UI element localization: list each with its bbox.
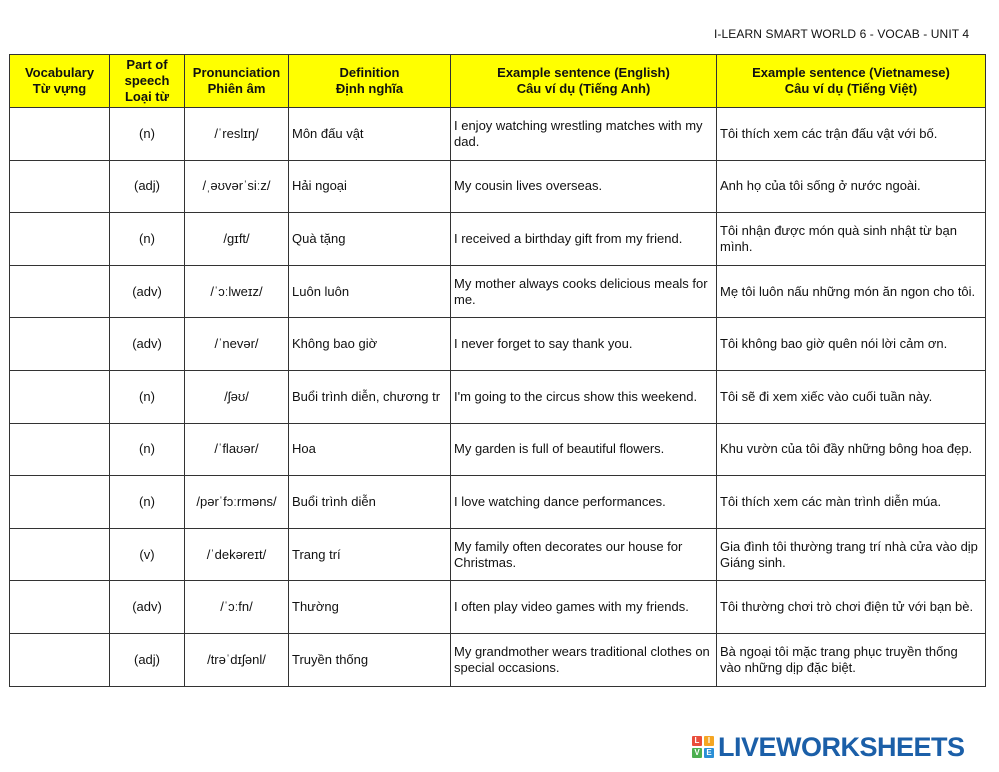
part-of-speech-cell: (n) — [110, 423, 185, 476]
table-row — [10, 213, 986, 266]
example-english-cell: My family often decorates our house for Christmas. — [451, 528, 717, 581]
vocabulary-answer-cell[interactable] — [10, 370, 110, 423]
definition-cell: Môn đấu vật — [289, 108, 451, 161]
vocabulary-answer-input[interactable] — [13, 481, 107, 523]
vocabulary-table-body — [10, 108, 986, 687]
table-row — [10, 476, 986, 529]
document-title: I-LEARN SMART WORLD 6 - VOCAB - UNIT 4 — [714, 27, 970, 41]
pronunciation-cell: /trəˈdɪʃənl/ — [185, 633, 289, 686]
pronunciation-cell: /ʃəʊ/ — [185, 370, 289, 423]
example-vietnamese-cell: Tôi nhận được món quà sinh nhật từ bạn mình. — [717, 213, 986, 266]
header-definition: Definition Định nghĩa — [289, 55, 451, 108]
vocabulary-table — [9, 54, 986, 687]
definition-cell: Quà tặng — [289, 213, 451, 266]
example-vietnamese-cell: Gia đình tôi thường trang trí nhà cửa vào dịp Giáng sinh. — [717, 528, 986, 581]
definition-cell: Truyền thống — [289, 633, 451, 686]
vocabulary-answer-cell[interactable] — [10, 108, 110, 161]
vocabulary-answer-cell[interactable] — [10, 318, 110, 371]
vocabulary-answer-input[interactable] — [13, 376, 107, 418]
vocabulary-answer-input[interactable] — [13, 323, 107, 365]
header-vocabulary: Vocabulary Từ vựng — [10, 55, 110, 108]
definition-cell: Luôn luôn — [289, 265, 451, 318]
table-row — [10, 528, 986, 581]
table-row — [10, 370, 986, 423]
liveworksheets-logo — [692, 734, 965, 760]
part-of-speech-cell: (adv) — [110, 581, 185, 634]
header-example-vietnamese: Example sentence (Vietnamese) Câu ví dụ (Tiếng Việt) — [717, 55, 986, 108]
part-of-speech-cell: (adj) — [110, 633, 185, 686]
part-of-speech-cell: (n) — [110, 370, 185, 423]
logo-letter-tile: V — [692, 748, 702, 758]
table-row — [10, 318, 986, 371]
pronunciation-cell: /ɡɪft/ — [185, 213, 289, 266]
example-vietnamese-cell: Tôi sẽ đi xem xiếc vào cuối tuần này. — [717, 370, 986, 423]
vocabulary-answer-input[interactable] — [13, 271, 107, 313]
pronunciation-cell: /ˈflaʊər/ — [185, 423, 289, 476]
definition-cell: Hoa — [289, 423, 451, 476]
definition-cell: Hải ngoại — [289, 160, 451, 213]
table-header-row — [10, 55, 986, 108]
part-of-speech-cell: (n) — [110, 213, 185, 266]
table-row — [10, 633, 986, 686]
definition-cell: Không bao giờ — [289, 318, 451, 371]
vocabulary-answer-cell[interactable] — [10, 633, 110, 686]
vocabulary-answer-input[interactable] — [13, 586, 107, 628]
logo-letter-tile: I — [704, 736, 714, 746]
table-row — [10, 160, 986, 213]
example-english-cell: I often play video games with my friends. — [451, 581, 717, 634]
header-part-of-speech: Part of speech Loại từ — [110, 55, 185, 108]
example-english-cell: I never forget to say thank you. — [451, 318, 717, 371]
definition-cell: Thường — [289, 581, 451, 634]
header-example-english: Example sentence (English) Câu ví dụ (Tiếng Anh) — [451, 55, 717, 108]
part-of-speech-cell: (adv) — [110, 265, 185, 318]
vocabulary-answer-cell[interactable] — [10, 423, 110, 476]
vocabulary-answer-input[interactable] — [13, 428, 107, 470]
example-vietnamese-cell: Tôi thích xem các màn trình diễn múa. — [717, 476, 986, 529]
table-row — [10, 108, 986, 161]
example-vietnamese-cell: Tôi không bao giờ quên nói lời cảm ơn. — [717, 318, 986, 371]
example-vietnamese-cell: Tôi thường chơi trò chơi điện tử với bạn bè. — [717, 581, 986, 634]
example-english-cell: I enjoy watching wrestling matches with my dad. — [451, 108, 717, 161]
definition-cell: Trang trí — [289, 528, 451, 581]
pronunciation-cell: /pərˈfɔːrməns/ — [185, 476, 289, 529]
vocabulary-answer-input[interactable] — [13, 113, 107, 155]
example-vietnamese-cell: Anh họ của tôi sống ở nước ngoài. — [717, 160, 986, 213]
part-of-speech-cell: (v) — [110, 528, 185, 581]
example-english-cell: I love watching dance performances. — [451, 476, 717, 529]
vocabulary-answer-cell[interactable] — [10, 581, 110, 634]
liveworksheets-logo-text: LIVEWORKSHEETS — [718, 732, 965, 762]
logo-letter-tile: L — [692, 736, 702, 746]
example-english-cell: I'm going to the circus show this weekend. — [451, 370, 717, 423]
table-row — [10, 265, 986, 318]
example-vietnamese-cell: Mẹ tôi luôn nấu những món ăn ngon cho tôi. — [717, 265, 986, 318]
vocabulary-answer-input[interactable] — [13, 534, 107, 576]
pronunciation-cell: /ˈnevər/ — [185, 318, 289, 371]
vocabulary-answer-cell[interactable] — [10, 265, 110, 318]
example-vietnamese-cell: Tôi thích xem các trận đấu vật với bố. — [717, 108, 986, 161]
pronunciation-cell: /ˈdekəreɪt/ — [185, 528, 289, 581]
definition-cell: Buổi trình diễn — [289, 476, 451, 529]
part-of-speech-cell: (adv) — [110, 318, 185, 371]
table-row — [10, 581, 986, 634]
part-of-speech-cell: (n) — [110, 476, 185, 529]
example-english-cell: I received a birthday gift from my friend. — [451, 213, 717, 266]
pronunciation-cell: /ˈɔːlweɪz/ — [185, 265, 289, 318]
part-of-speech-cell: (n) — [110, 108, 185, 161]
table-row — [10, 423, 986, 476]
example-english-cell: My grandmother wears traditional clothes on special occasions. — [451, 633, 717, 686]
pronunciation-cell: /ˈreslɪŋ/ — [185, 108, 289, 161]
vocabulary-answer-cell[interactable] — [10, 528, 110, 581]
example-english-cell: My garden is full of beautiful flowers. — [451, 423, 717, 476]
definition-cell: Buổi trình diễn, chương tr — [289, 370, 451, 423]
example-vietnamese-cell: Bà ngoại tôi mặc trang phục truyền thống vào những dịp đặc biệt. — [717, 633, 986, 686]
liveworksheets-logo-icon — [692, 736, 714, 758]
vocabulary-answer-cell[interactable] — [10, 213, 110, 266]
pronunciation-cell: /ˌəʊvərˈsiːz/ — [185, 160, 289, 213]
vocabulary-answer-input[interactable] — [13, 165, 107, 207]
pronunciation-cell: /ˈɔːfn/ — [185, 581, 289, 634]
logo-letter-tile: E — [704, 748, 714, 758]
part-of-speech-cell: (adj) — [110, 160, 185, 213]
example-vietnamese-cell: Khu vườn của tôi đầy những bông hoa đẹp. — [717, 423, 986, 476]
header-pronunciation: Pronunciation Phiên âm — [185, 55, 289, 108]
vocabulary-answer-input[interactable] — [13, 218, 107, 260]
vocabulary-answer-cell[interactable] — [10, 160, 110, 213]
example-english-cell: My mother always cooks delicious meals for me. — [451, 265, 717, 318]
vocabulary-answer-input[interactable] — [13, 639, 107, 681]
example-english-cell: My cousin lives overseas. — [451, 160, 717, 213]
vocabulary-answer-cell[interactable] — [10, 476, 110, 529]
